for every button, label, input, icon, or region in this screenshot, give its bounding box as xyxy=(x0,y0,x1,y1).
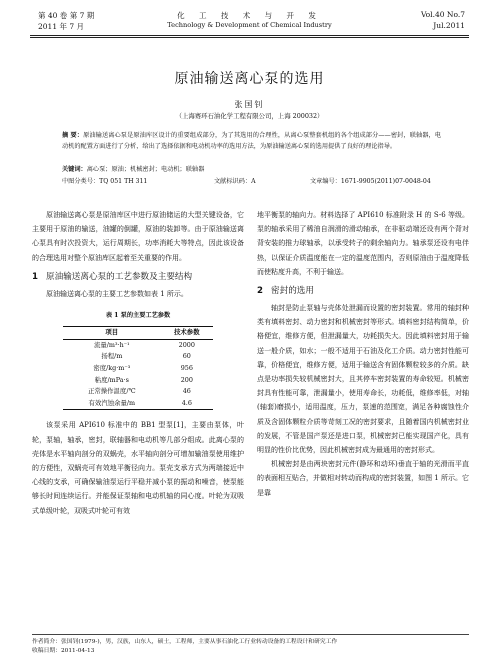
author-affiliation: （上海赛环石油化学工程有限公司，上海 200032） xyxy=(175,112,324,120)
table-row xyxy=(63,386,213,398)
clc-number: 中图分类号：TQ 051 TH 311 xyxy=(62,178,148,185)
table-header-item: 项目 xyxy=(105,328,119,337)
table-cell: 有效汽蚀余量/m xyxy=(88,398,136,407)
publication-date: 2011 年 7 月 xyxy=(38,22,85,31)
continued-paragraph: 地平衡泵的轴向力。材料选择了 API610 标准附录 H 的 S-6 等级。泵的轴承采用了稀油自润滑的滑动轴承，在非驱动端还设有两个背对背安装的推力球轴承，以承受转子的剩余轴向力。轴承泵还设有电伴热，以保证介质温度能在一定的温度范围内，否则原油由于温度降低而使粘度升高，不利于输送。 xyxy=(257,211,469,276)
journal-name-cn: 化 工 技 术 与 开 发 xyxy=(177,11,322,20)
document-code: 文献标识码：A xyxy=(214,178,256,185)
header-rule-thin xyxy=(30,37,469,38)
seal-paragraph-2: 机械密封是由两块密封元件(静环和动环)垂直于轴的光滑而平直的表面相互贴合，并做相对转动而构成的密封装置，如图 1 所示。它是靠 xyxy=(257,460,469,497)
table-cell: 密度/kg·m⁻³ xyxy=(93,364,131,372)
seal-paragraph-1: 轴封是防止泵轴与壳体处泄漏而设置的密封装置。常用的轴封种类有填料密封、动力密封和机械密封等形式。填料密封结构简单，价格便宜，维修方便，但泄漏量大，功耗损失大。因此填料密封用于输送一般介质，如水；一般不适用于石油及化工介质。动力密封性能可靠，价格便宜，维修方便，适用于输送含有固体颗粒较多的介质。缺点是功率损失较机械密封大，且其停车密封装置的寿命较短。机械密封具有性能可靠，泄漏量小，使用寿命长，功耗低，维修率低，对轴(轴套)磨损小，适用温度，压力，泵速的范围宽，满足各种腐蚀性介质及含固体颗粒介质等苛刻工况的密封要求，且随着国内机械密封业的发展，不管是国产泵还是进口泵，机械密封已能实现国产化，具有明显的性价比优势，因此机械密封成为最通用的密封形式。 xyxy=(257,304,469,455)
section-1-title: 原油输送离心泵的工艺参数及主要结构 xyxy=(46,271,193,282)
pump-structure-paragraph: 该泵采用 API610 标准中的 BB1 型泵[1]，主要由泵体，叶轮，泵轴，轴承，密封，联轴器和电动机等几部分组成。此离心泵的壳体是水平轴向剖分的双蜗壳，水平轴向剖分可增加输油泵使用维护的方便性，双蜗壳可有效地平衡径向力。泵壳支承方式为两端接近中心线的支承，可确保输油泵运行平稳并减小泵的振动和噪音，使泵能够长时间连续运行。并能保证泵轴和电动机轴的同心度。叶轮为双吸式单级叶轮，双吸式叶轮可有效 xyxy=(32,421,244,515)
article-number: 文章编号：1671-9905(2011)07-0048-04 xyxy=(310,178,431,185)
abstract xyxy=(62,131,441,152)
table-caption: 表 1 泵的主要工艺参数 xyxy=(105,312,171,320)
table-cell: 200 xyxy=(180,375,193,384)
left-column xyxy=(32,208,244,518)
table-header-row xyxy=(63,327,213,340)
table-cell: 2000 xyxy=(178,340,195,349)
table-row xyxy=(63,375,213,387)
volume-issue-en: Vol.40 No.7 xyxy=(420,10,465,19)
table-cell: 956 xyxy=(180,364,193,372)
intro-paragraph: 原油输送离心泵是原油库区中进行原油储运的大型关键设备，它主要用于原油的输送，油罐的倒罐，原油的装卸等。由于原油输送离心泵具有时次投资大，运行周期长，功率消耗大等特点，因此该设备的合理选用对整个原油库区起着至关重要的作用。 xyxy=(32,211,244,262)
section-1-heading xyxy=(32,270,244,285)
received-date: 收稿日期：2011-04-13 xyxy=(32,648,95,654)
table-cell: 流量/m³·h⁻¹ xyxy=(93,340,130,349)
section-1-text: 原油输送离心泵的主要工艺参数如表 1 所示。 xyxy=(46,289,188,298)
header-rule xyxy=(30,35,469,36)
right-column xyxy=(257,208,469,500)
table-row xyxy=(63,363,213,375)
table-cell: 粘度/mPa·s xyxy=(94,375,129,384)
keywords-line xyxy=(62,164,441,173)
keywords-label: 关键词： xyxy=(62,166,87,173)
table-cell: 46 xyxy=(182,387,191,396)
abstract-label: 摘 要： xyxy=(62,132,84,139)
table-cell: 4.6 xyxy=(181,398,192,407)
journal-name-en: Technology & Development of Chemical Industry xyxy=(167,21,332,29)
author-bio: 作者简介：张国钊(1979-)，男，汉族，山东人，硕士，工程师，主要从事石油化工行业转动设备的工程设计和研究工作 xyxy=(32,639,338,645)
article-title: 原油输送离心泵的选用 xyxy=(174,71,325,87)
section-2-title: 密封的选用 xyxy=(271,286,314,297)
table-row xyxy=(63,339,213,351)
keywords-text: 离心泵；原油；机械密封；电动机；联轴器 xyxy=(86,166,205,173)
volume-issue: 第 40 卷 第 7 期 xyxy=(38,11,95,20)
publication-date-en: Jul.2011 xyxy=(433,21,465,30)
author-name: 张国钊 xyxy=(234,100,265,109)
table-row xyxy=(63,398,213,410)
table-cell: 扬程/m xyxy=(101,352,123,361)
process-parameters-table xyxy=(63,326,213,410)
table-cell: 60 xyxy=(182,352,191,361)
table-cell: 正常操作温度/℃ xyxy=(87,387,136,396)
section-2-heading xyxy=(257,284,469,299)
journal-header xyxy=(30,10,469,36)
footnote xyxy=(32,634,469,656)
table-row xyxy=(63,351,213,363)
abstract-text: 原油输送离心泵是原油库区设计的重要组成部分，为了其选用的合理性，从离心泵整套机组的各个组成部分——密封，联轴器，电动机的配置方面进行了分析，给出了选择依据和电动机功率的选用方法，为原油输送离心泵的选用提供了良好的理论指导。 xyxy=(62,132,442,150)
table-header-value: 技术参数 xyxy=(174,328,200,337)
section-1-number: 1 xyxy=(32,271,38,282)
section-2-number: 2 xyxy=(257,286,263,297)
